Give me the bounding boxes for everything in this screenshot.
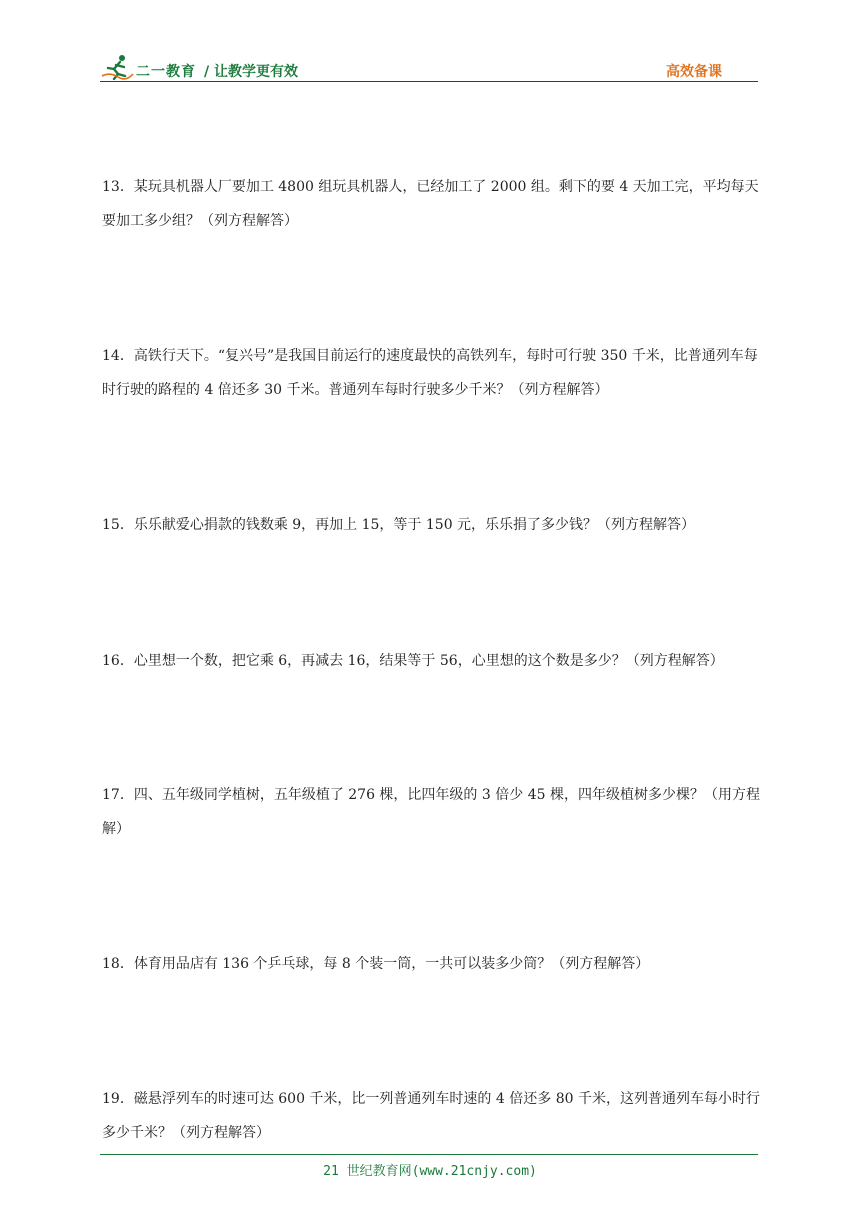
brand-slogan: / 让教学更有效 [204,64,298,80]
question-13: 13．某玩具机器人厂要加工 4800 组玩具机器人，已经加工了 2000 组。剩下的要 4 天加工完，平均每天要加工多少组？（列方程解答） [102,179,759,229]
running-man-logo-icon [100,54,134,80]
question-15: 15．乐乐献爱心捐款的钱数乘 9，再加上 15，等于 150 元，乐乐捐了多少钱？（列方程解答） [102,517,696,533]
page-footer: 21 世纪教育网(www.21cnjy.com) [323,1164,537,1179]
header-divider [100,81,758,82]
header-right-label: 高效备课 [666,64,722,80]
page-header [100,52,758,82]
question-14: 14．高铁行天下。“复兴号”是我国目前运行的速度最快的高铁列车，每时可行驶 350 千米，比普通列车每时行驶的路程的 4 倍还多 30 千米。普通列车每时行驶多少千米？（列方程解答） [102,348,758,398]
question-18: 18．体育用品店有 136 个乒乓球，每 8 个装一筒，一共可以装多少筒？（列方程解答） [102,956,650,972]
brand-name: 二一教育 [136,64,196,80]
question-17: 17．四、五年级同学植树，五年级植了 276 棵，比四年级的 3 倍少 45 棵，四年级植树多少棵？（用方程解） [102,787,760,837]
question-19: 19．磁悬浮列车的时速可达 600 千米，比一列普通列车时速的 4 倍还多 80 千米，这列普通列车每小时行多少千米？（列方程解答） [102,1091,760,1141]
question-16: 16．心里想一个数，把它乘 6，再减去 16，结果等于 56，心里想的这个数是多少？（列方程解答） [102,653,724,669]
footer-divider [100,1154,758,1155]
